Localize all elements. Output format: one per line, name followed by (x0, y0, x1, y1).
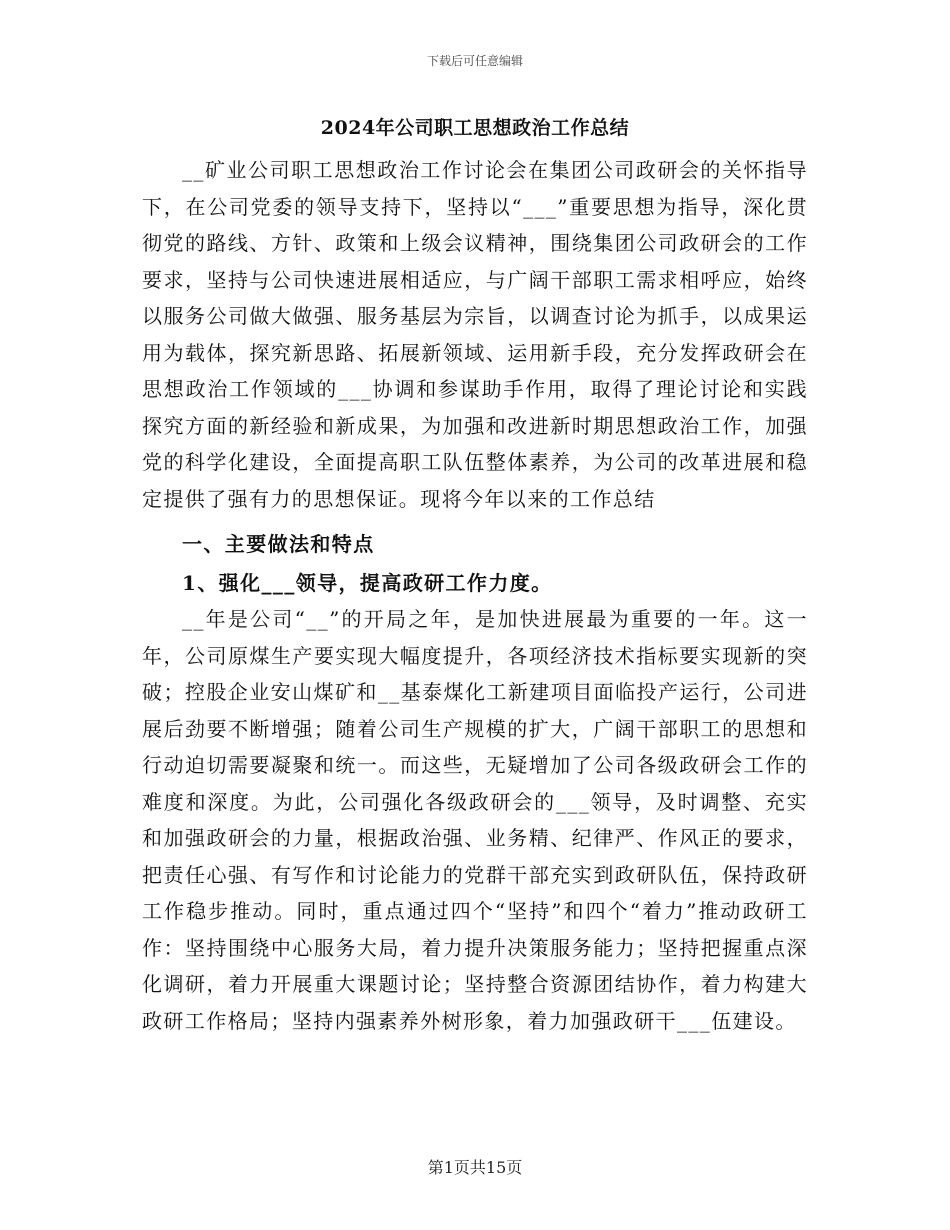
subsection-heading: 1、强化___领导，提高政研工作力度。 (182, 570, 553, 595)
page-header: 下载后可任意编辑 (426, 54, 523, 68)
document-body (142, 110, 808, 1039)
section-heading: 一、主要做法和特点 (182, 532, 375, 556)
document-title: 2024年公司职工思想政治工作总结 (320, 117, 630, 139)
intro-paragraph: __矿业公司职工思想政治工作讨论会在集团公司政研会的关怀指导下，在公司党委的领导支持下，坚持以“___”重要思想为指导，深化贯彻党的路线、方针、政策和上级会议精神，围绕集团公司政研会的工作要求，坚持与公司快速进展相适应，与广阔干部职工需求相呼应，始终以服务公司做大做强、服务基层为宗旨，以调查讨论为抓手，以成果运用为载体，探究新思路、拓展新领域、运用新手段，充分发挥政研会在思想政治工作领域的___协调和参谋助手作用，取得了理论讨论和实践探究方面的新经验和新成果，为加强和改进新时期思想政治工作，加强党的科学化建设，全面提高职工队伍整体素养，为公司的改革进展和稳定提供了强有力的思想保证。现将今年以来的工作总结 (142, 158, 808, 511)
page-footer: 第1页共15页 (427, 1158, 523, 1177)
body-paragraph: __年是公司“__”的开局之年，是加快进展最为重要的一年。这一年，公司原煤生产要实现大幅度提升，各项经济技术指标要实现新的突破；控股企业安山煤矿和__基泰煤化工新建项目面临投产运行，公司进展后劲要不断增强；随着公司生产规模的扩大，广阔干部职工的思想和行动迫切需要凝聚和统一。而这些，无疑增加了公司各级政研会工作的难度和深度。为此，公司强化各级政研会的___领导，及时调整、充实和加强政研会的力量，根据政治强、业务精、纪律严、作风正的要求，把责任心强、有写作和讨论能力的党群干部充实到政研队伍，保持政研工作稳步推动。同时，重点通过四个“坚持”和四个“着力”推动政研工作：坚持围绕中心服务大局，着力提升决策服务能力；坚持把握重点深化调研，着力开展重大课题讨论；坚持整合资源团结协作，着力构建大政研工作格局；坚持内强素养外树形象，着力加强政研干___伍建设。 (142, 607, 808, 1033)
